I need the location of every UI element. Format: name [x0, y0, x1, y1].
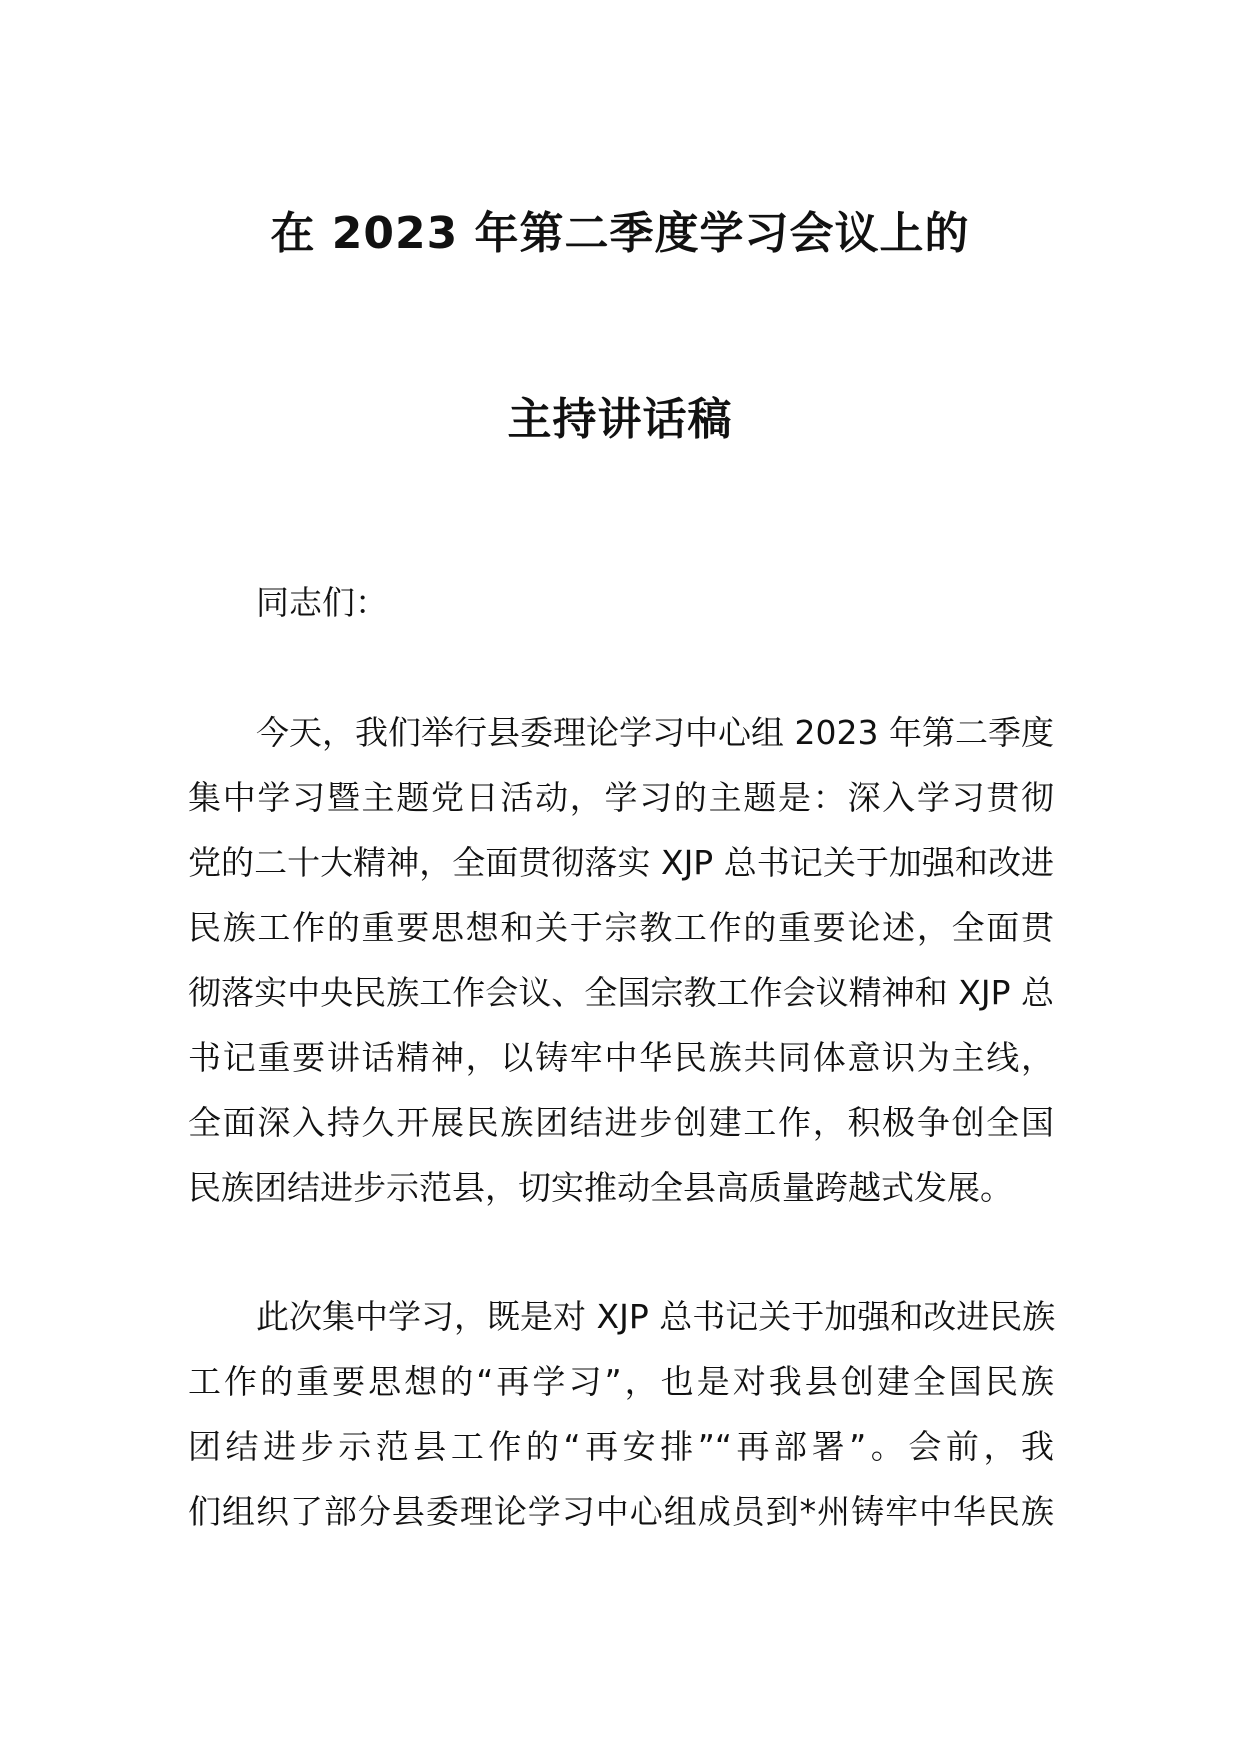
paragraph-2-line: 工作的重要思想的“再学习”，也是对我县创建全国民族 [188, 1362, 1054, 1401]
paragraph-1 [188, 700, 1054, 1220]
paragraph-2 [188, 1284, 1054, 1544]
paragraph-1-line: 书记重要讲话精神，以铸牢中华民族共同体意识为主线， [188, 1038, 1054, 1077]
paragraph-1-line: 集中学习暨主题党日活动，学习的主题是：深入学习贯彻 [188, 778, 1054, 817]
paragraph-1-line: 彻落实中央民族工作会议、全国宗教工作会议精神和 XJP 总 [188, 973, 1054, 1012]
document-title-line-2: 主持讲话稿 [507, 394, 733, 445]
paragraph-1-line: 党的二十大精神，全面贯彻落实 XJP 总书记关于加强和改进 [188, 843, 1054, 882]
paragraph-1-line: 民族团结进步示范县，切实推动全县高质量跨越式发展。 [188, 1168, 1013, 1207]
salutation-block [188, 570, 1054, 635]
paragraph-1-line: 民族工作的重要思想和关于宗教工作的重要论述，全面贯 [188, 908, 1054, 947]
paragraph-2-line: 团结进步示范县工作的“再安排”“再部署”。会前，我 [188, 1427, 1054, 1466]
paragraph-1-line: 全面深入持久开展民族团结进步创建工作，积极争创全国 [188, 1103, 1054, 1142]
paragraph-2-line: 此次集中学习，既是对 XJP 总书记关于加强和改进民族 [256, 1297, 1056, 1336]
salutation: 同志们： [256, 583, 388, 622]
paragraph-2-line: 们组织了部分县委理论学习中心组成员到*州铸牢中华民族 [188, 1492, 1054, 1531]
paragraph-1-line: 今天，我们举行县委理论学习中心组 2023 年第二季度 [256, 713, 1054, 752]
document-title-line-1: 在 2023 年第二季度学习会议上的 [270, 208, 970, 259]
